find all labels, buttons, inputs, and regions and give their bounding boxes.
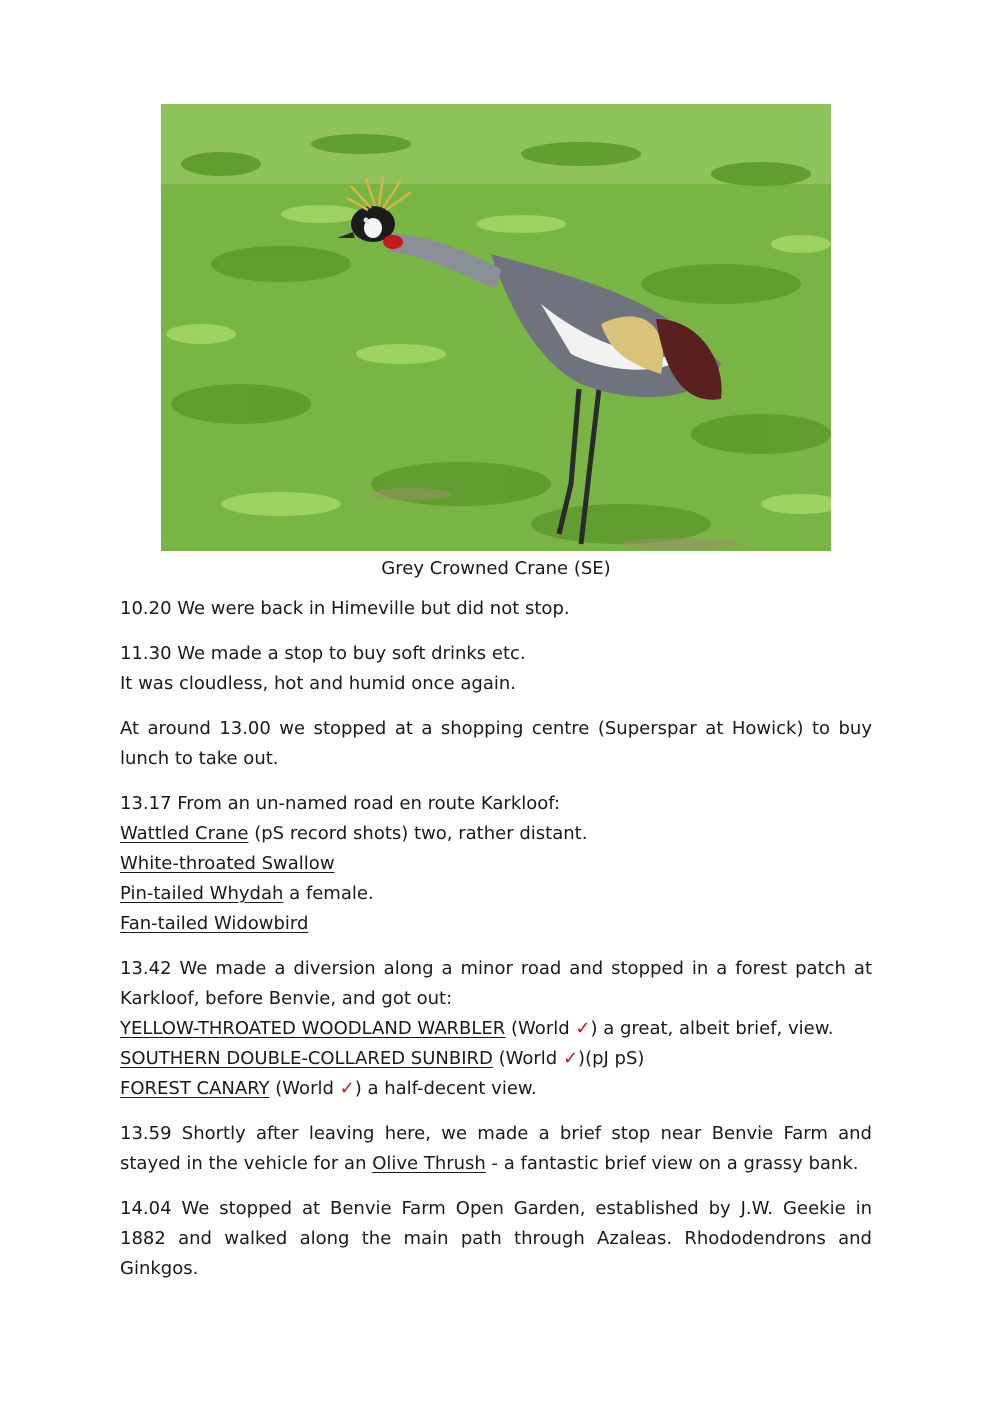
check-icon: ✓ bbox=[562, 1048, 579, 1069]
bird-line bbox=[120, 909, 872, 939]
entry-1130 bbox=[120, 639, 872, 699]
bird-name: Pin-tailed Whydah bbox=[120, 883, 284, 904]
bird-line: SOUTHERN DOUBLE-COLLARED SUNBIRD (World ✓)(pJ pS) bbox=[120, 1048, 645, 1069]
bird-note: a female. bbox=[283, 883, 374, 904]
entry-1404 bbox=[120, 1194, 872, 1284]
check-icon: ✓ bbox=[575, 1018, 591, 1039]
bird-line bbox=[120, 879, 872, 909]
entry-1342 bbox=[120, 954, 872, 1104]
bird-name: Olive Thrush bbox=[372, 1153, 486, 1174]
bird-name: SOUTHERN DOUBLE-COLLARED SUNBIRD bbox=[120, 1048, 493, 1069]
bird-line: YELLOW-THROATED WOODLAND WARBLER (World ✓) a great, albeit brief, view. bbox=[120, 1018, 834, 1039]
bird-name: White-throated Swallow bbox=[120, 853, 335, 874]
bird-line bbox=[120, 819, 872, 849]
entry-1317 bbox=[120, 789, 872, 939]
bird-name: Fan-tailed Widowbird bbox=[120, 913, 309, 934]
entry-text: - a fantastic brief view on a grassy bank. bbox=[485, 1153, 859, 1174]
bird-name: FOREST CANARY bbox=[120, 1078, 270, 1099]
entry-text: 14.04 We stopped at Benvie Farm Open Garden, established by J.W. Geekie in 1882 and walked along the main path through Azaleas. Rhododendrons and Ginkgos. bbox=[120, 1198, 872, 1279]
bird-line: FOREST CANARY (World ✓) a half-decent view. bbox=[120, 1078, 537, 1099]
entry-text: 13.59 Shortly after leaving here, we made a brief stop near Benvie Farm and stayed in the vehicle for an bbox=[120, 1123, 872, 1174]
bird-line bbox=[120, 849, 872, 879]
bird-note: (pS record shots) two, rather distant. bbox=[248, 823, 588, 844]
entry-text: 13.17 From an un-named road en route Karkloof: bbox=[120, 793, 561, 814]
entry-text: It was cloudless, hot and humid once again. bbox=[120, 673, 516, 694]
photo-caption: Grey Crowned Crane (SE) bbox=[381, 558, 611, 579]
report-text bbox=[120, 594, 872, 1299]
entry-1300 bbox=[120, 714, 872, 774]
check-icon: ✓ bbox=[339, 1078, 355, 1099]
entry-text: 10.20 We were back in Himeville but did not stop. bbox=[120, 598, 570, 619]
entry-text: 13.42 We made a diversion along a minor road and stopped in a forest patch at Karkloof, before Benvie, and got out: bbox=[120, 958, 872, 1009]
bird-name: YELLOW-THROATED WOODLAND WARBLER bbox=[120, 1018, 506, 1039]
bird-name: Wattled Crane bbox=[120, 823, 249, 844]
entry-text: 11.30 We made a stop to buy soft drinks etc. bbox=[120, 643, 526, 664]
entry-1359 bbox=[120, 1119, 872, 1179]
crane-photo bbox=[161, 104, 831, 551]
entry-1020 bbox=[120, 594, 872, 624]
entry-text: At around 13.00 we stopped at a shopping centre (Superspar at Howick) to buy lunch to take out. bbox=[120, 718, 872, 769]
